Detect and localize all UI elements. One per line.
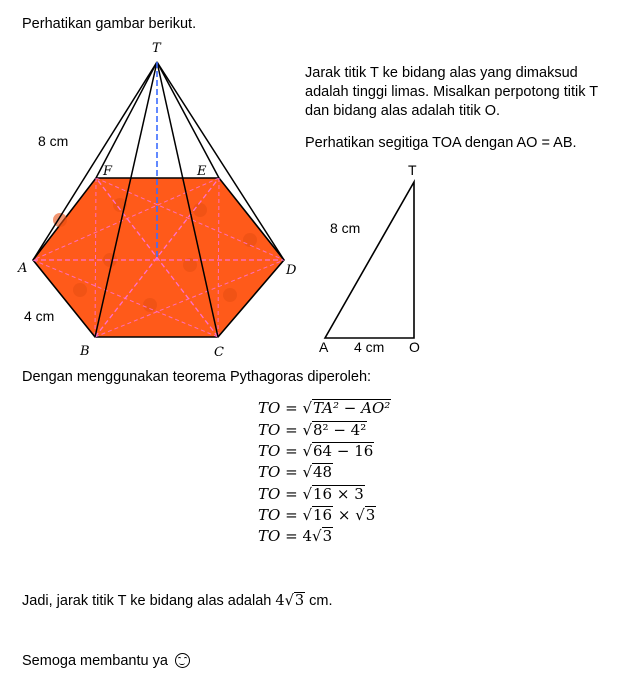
math-step-5: TO = √16 × 3 (258, 485, 364, 503)
conclusion-radicand: 3 (294, 593, 305, 609)
math-eq: = (285, 399, 298, 417)
conclusion-value: 4√3 (275, 593, 305, 609)
label-f: F (103, 164, 113, 179)
intro-text: Perhatikan gambar berikut. (22, 16, 197, 32)
base-texture-dot (223, 288, 237, 302)
base-texture-dot (143, 298, 157, 312)
math-lhs: TO (258, 442, 281, 460)
triangle-hyp-label: 8 cm (330, 220, 361, 236)
triangle-label-a: A (319, 339, 329, 355)
conclusion-sentence: Jadi, jarak titik T ke bidang alas adalah (22, 593, 276, 609)
math-eq: = (285, 463, 298, 481)
math-lhs: TO (258, 527, 281, 545)
lateral-edge-te (157, 62, 219, 178)
conclusion-unit: cm. (305, 593, 333, 609)
base-texture-dot (193, 203, 207, 217)
math-coefficient: 4 (302, 527, 312, 545)
label-b: B (80, 344, 90, 359)
triangle-label-t: T (408, 162, 417, 178)
explanation-line-1: Jarak titik T ke bidang alas yang dimaksud (305, 65, 578, 81)
math-step-3: TO = √64 − 16 (258, 442, 374, 460)
pythagoras-intro: Dengan menggunakan teorema Pythagoras diperoleh: (22, 369, 372, 385)
math-operator: × (337, 506, 351, 524)
lateral-edge-tf (96, 62, 157, 178)
label-t: T (152, 41, 161, 56)
math-eq: = (285, 527, 298, 545)
math-step-4: TO = √48 (258, 463, 333, 481)
closing-sentence: Semoga membantu ya (22, 653, 168, 669)
math-lhs: TO (258, 485, 281, 503)
math-step-6: TO = √16 × √3 (258, 506, 376, 524)
math-eq: = (285, 442, 298, 460)
math-radicand: 16 (313, 506, 333, 524)
math-radicand: 3 (322, 527, 333, 545)
math-lhs: TO (258, 399, 281, 417)
explanation-line-3: dan bidang alas adalah titik O. (305, 103, 501, 119)
math-eq: = (285, 485, 298, 503)
math-lhs: TO (258, 506, 281, 524)
triangle-toa (325, 182, 414, 338)
smiling-face-icon (175, 653, 190, 668)
edge-length-label: 8 cm (38, 133, 69, 149)
label-c: C (214, 345, 224, 360)
math-lhs: TO (258, 421, 281, 439)
explanation-line-4: Perhatikan segitiga TOA dengan AO = AB. (305, 135, 577, 151)
triangle-label-o: O (409, 339, 420, 355)
math-radicand: 8² − 4² (313, 421, 367, 439)
math-radicand: TA² − AO² (313, 399, 391, 417)
conclusion-coef: 4 (275, 593, 285, 609)
math-step-2: TO = √8² − 4² (258, 421, 367, 439)
label-e: E (197, 164, 207, 179)
triangle-base-label: 4 cm (354, 339, 385, 355)
math-radicand: 64 − 16 (313, 442, 374, 460)
conclusion-text (22, 592, 332, 610)
math-eq: = (285, 506, 298, 524)
explanation-line-2: adalah tinggi limas. Misalkan perpotong titik T (305, 84, 599, 100)
math-step-7: TO = 4√3 (258, 527, 333, 545)
base-length-label: 4 cm (24, 308, 55, 324)
triangle-toa-figure (310, 160, 440, 360)
math-step-1: TO = √TA² − AO² (258, 399, 391, 417)
label-d: D (286, 263, 297, 278)
math-radicand: 16 × 3 (313, 485, 364, 503)
base-texture-dot (73, 283, 87, 297)
hexagonal-pyramid-figure (0, 30, 300, 370)
math-radicand: 48 (313, 463, 333, 481)
math-eq: = (285, 421, 298, 439)
math-radicand: 3 (365, 506, 376, 524)
label-a: A (18, 261, 28, 276)
closing-text (22, 652, 190, 670)
base-texture-dot (243, 233, 257, 247)
math-lhs: TO (258, 463, 281, 481)
